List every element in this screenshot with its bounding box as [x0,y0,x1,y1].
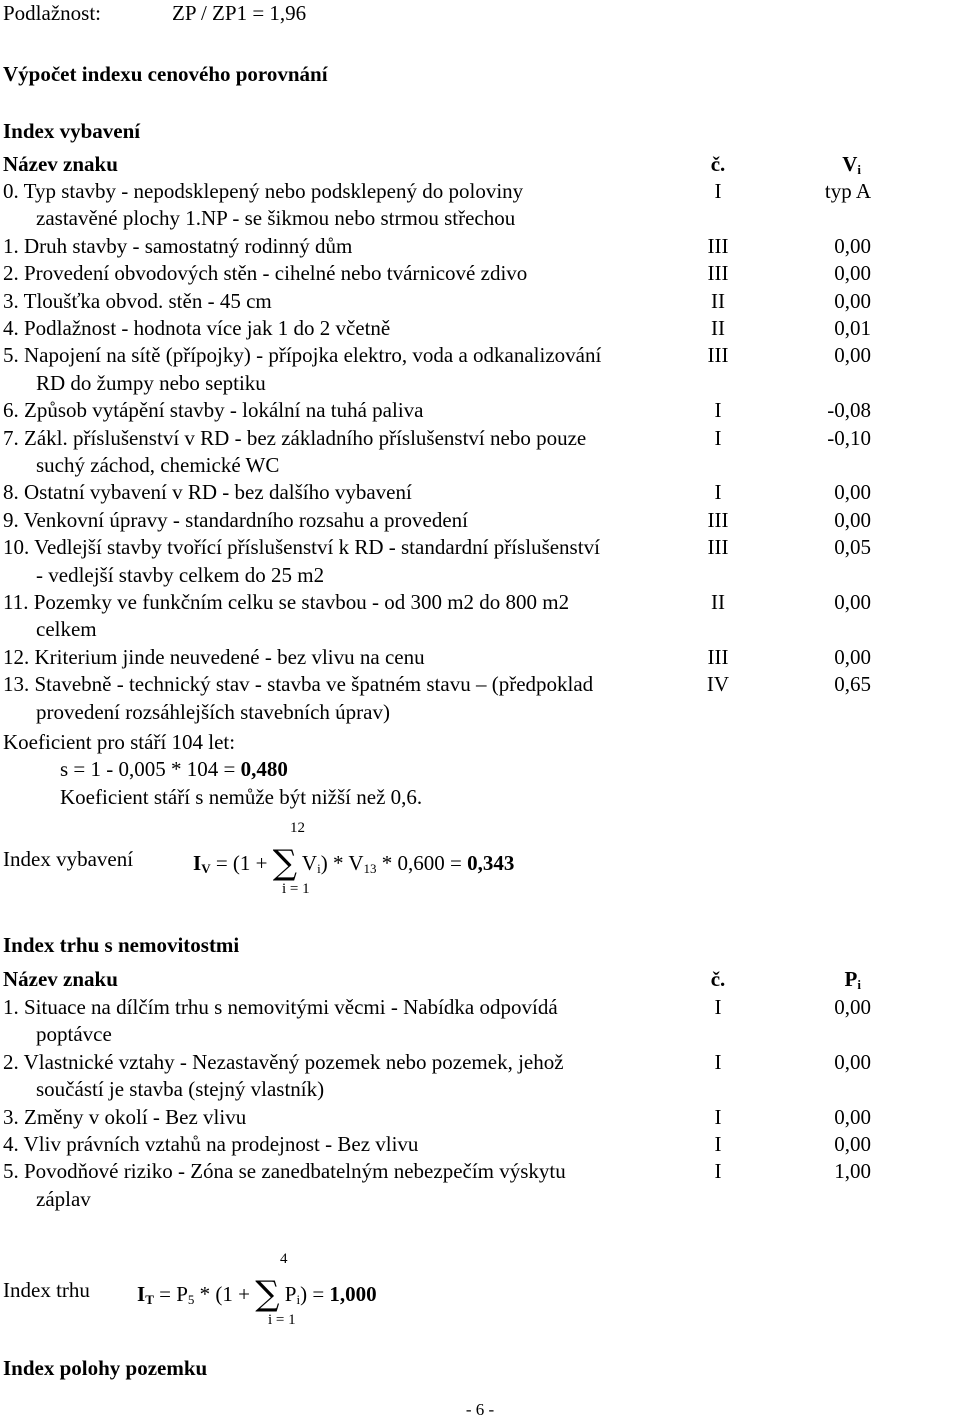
row-label: 6. Způsob vytápění stavby - lokální na tuhá paliva [3,398,424,423]
row-class: III [707,343,729,368]
table-row [3,1131,883,1158]
age-note: Koeficient stáří s nemůže být nižší než 0,6. [60,785,423,809]
row-class: III [707,507,729,532]
row-class: III [707,644,729,669]
row-value: 0,05 [834,535,871,560]
table-row [3,479,883,506]
row-label: 1. Druh stavby - samostatný rodinný dům [3,233,353,258]
row-class: I [714,995,722,1019]
row-class: I [714,1132,722,1156]
col-number-header: č. [710,152,726,176]
market-index-formula: $I_T = P_5 * (1$ + ∑ $P_i) = 1,000$ [137,1274,377,1314]
table-row [3,671,883,698]
table-row [3,260,883,287]
row-label: 3. Tloušťka obvod. stěn - 45 cm [3,288,272,313]
row-label: 8. Ostatní vybavení v RD - bez dalšího vybavení [3,480,412,505]
row-label: 11. Pozemky ve funkčním celku se stavbou - od 300 m2 do 800 m2 [3,590,570,614]
table-row [3,315,883,342]
row-class: I [714,1104,722,1129]
row-label-continuation: záplav [36,1186,91,1211]
row-class: III [707,233,729,258]
row-class: I [714,480,722,505]
row-value: 0,00 [834,288,871,313]
row-label: 4. Vliv právních vztahů na prodejnost - Bez vlivu [3,1132,419,1156]
row-label: 3. Změny v okolí - Bez vlivu [3,1104,247,1129]
row-class: II [711,316,725,340]
table-row [3,507,883,534]
row-value: 0,00 [834,1049,871,1074]
row-label-continuation: RD do žumpy nebo septiku [36,370,266,395]
market-index-label: Index trhu [3,1278,90,1302]
row-value: 0,00 [834,343,871,368]
col-value-header: $V_i$ [842,152,861,177]
table-row [3,425,883,452]
location-heading: Index polohy pozemku [3,1356,208,1380]
row-value: 0,00 [834,1132,871,1156]
page-number: - 6 - [465,1400,495,1419]
table-row [3,994,883,1021]
row-label-continuation: zastavěné plochy 1.NP - se šikmou nebo strmou střechou [36,206,516,231]
row-value: 0,00 [834,507,871,532]
col-name-header: Název znaku [3,967,118,991]
row-class: I [714,1159,722,1184]
sum-upper-limit: 4 [280,1251,288,1267]
row-label-continuation: součástí je stavba (stejný vlastník) [36,1077,325,1102]
sum-lower-limit: i = 1 [268,1312,296,1328]
age-formula: s = 1 - 0,005 * 104 = 0,480 [60,757,288,781]
row-class: I [714,1049,722,1074]
row-value: typ A [824,179,871,203]
row-value: 0,00 [834,261,871,286]
podlaznost-value: ZP / ZP1 = 1,96 [172,1,307,25]
row-label: 5. Napojení na sítě (přípojky) - přípojka elektro, voda a odkanalizování [3,343,602,368]
age-coefficient-label: Koeficient pro stáří 104 let: [3,730,236,754]
table-row [3,342,883,369]
row-value: 0,01 [834,316,871,340]
table-row [3,1104,883,1131]
table-row [3,397,883,424]
table-row [3,1158,883,1185]
podlaznost-label: Podlažnost: [3,1,101,25]
row-value: 0,00 [834,644,871,669]
row-label: 4. Podlažnost - hodnota více jak 1 do 2 včetně [3,316,391,340]
row-label-continuation: - vedlejší stavby celkem do 25 m2 [36,562,325,587]
row-label: 5. Povodňové riziko - Zóna se zanedbatelným nebezpečím výskytu [3,1159,566,1184]
row-label: 2. Vlastnické vztahy - Nezastavěný pozemek nebo pozemek, jehož [3,1049,564,1074]
row-label: 9. Venkovní úpravy - standardního rozsahu a provedení [3,507,468,532]
row-value: 1,00 [834,1159,871,1184]
row-class: I [714,425,722,450]
row-value: 0,00 [834,480,871,505]
row-value: 0,00 [834,233,871,258]
table-row [3,288,883,315]
table-row [3,1049,883,1076]
row-class: IV [706,672,730,697]
equipment-index-label: Index vybavení [3,847,134,871]
row-label: 12. Kriterium jinde neuvedené - bez vlivu na cenu [3,644,425,669]
equipment-heading: Index vybavení [3,119,141,143]
row-label-continuation: suchý záchod, chemické WC [36,453,280,477]
table-row [3,233,883,260]
col-value-header: $P_i$ [844,967,861,992]
row-value: -0,10 [827,425,871,450]
row-value: -0,08 [827,398,871,423]
row-label: 2. Provedení obvodových stěn - cihelné nebo tvárnicové zdivo [3,261,528,286]
row-class: II [711,590,725,614]
row-value: 0,65 [834,672,871,697]
row-label: 0. Typ stavby - nepodsklepený nebo podsklepený do poloviny [3,179,524,203]
table-row [3,589,883,616]
table-row [3,178,883,205]
equipment-table-header [3,151,883,178]
sum-lower-limit: i = 1 [282,881,310,897]
row-label: 7. Zákl. příslušenství v RD - bez základního příslušenství nebo pouze [3,425,587,450]
row-label-continuation: poptávce [36,1022,112,1047]
market-table-header [3,966,883,993]
page-title: Výpočet indexu cenového porovnání [3,62,328,86]
row-label: 13. Stavebně - technický stav - stavba ve špatném stavu – (předpoklad [3,672,594,697]
market-heading: Index trhu s nemovitostmi [3,933,240,957]
row-value: 0,00 [834,1104,871,1129]
row-label: 1. Situace na dílčím trhu s nemovitými věcmi - Nabídka odpovídá [3,995,558,1019]
row-class: III [707,535,729,560]
row-class: I [714,179,722,203]
row-label-continuation: provedení rozsáhlejších stavebních úprav) [36,699,390,724]
row-label-continuation: celkem [36,617,97,642]
col-name-header: Název znaku [3,152,118,176]
table-row [3,644,883,671]
row-value: 0,00 [834,590,871,614]
equipment-index-formula: $I_V = (1$ + ∑ $V_i) * V_{13} * 0,600 = 0,343$ [193,843,515,883]
col-number-header: č. [710,967,726,991]
table-row [3,534,883,561]
row-class: III [707,261,729,286]
row-value: 0,00 [834,995,871,1019]
row-class: II [711,288,725,313]
sum-upper-limit: 12 [290,820,305,836]
row-class: I [714,398,722,423]
row-label: 10. Vedlejší stavby tvořící příslušenství k RD - standardní příslušenství [3,535,600,560]
